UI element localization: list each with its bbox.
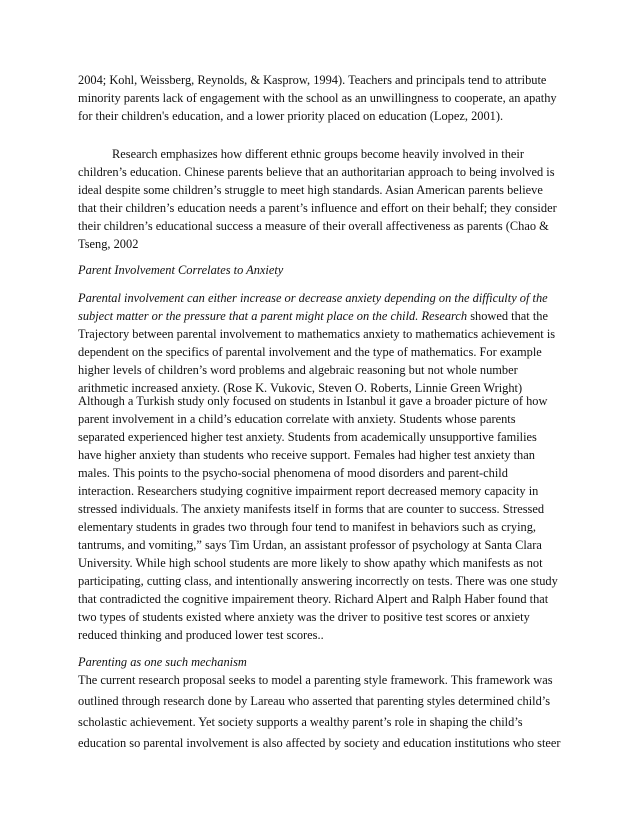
text-line: elementary students in grades two through four tend to manifest in behaviors such as crying, — [78, 520, 536, 534]
text-line: that their children’s education needs a parent’s influence and effort on their behalf; they consider — [78, 201, 557, 215]
text-line: their children’s educational success a measure of their overall affectiveness as parents (Chao & — [78, 219, 549, 233]
text-line: ideal despite some children’s struggle to meet high standards. Asian American parents believe — [78, 183, 543, 197]
text-line: minority parents lack of engagement with the school as an unwillingness to cooperate, an apathy — [78, 91, 557, 105]
text-line: have higher anxiety than students who receive support. Females had higher test anxiety than — [78, 448, 535, 462]
text-line: separated experienced higher test anxiety. Students from academically unsupportive families — [78, 430, 537, 444]
text-line: arithmetic increased anxiety. (Rose K. Vukovic, Steven O. Roberts, Linnie Green Wright) — [78, 381, 523, 395]
text-line: participating, cutting class, and intentionally answering incorrectly on tests. There was one study — [78, 574, 558, 588]
text-line: Trajectory between parental involvement to mathematics anxiety to mathematics achievement is — [78, 327, 556, 341]
text-line — [78, 308, 548, 324]
text-line: for their children's education, and a lower priority placed on education (Lopez, 2001). — [78, 109, 504, 123]
text-line: that contradicted the cognitive impairement theory. Richard Alpert and Ralph Haber found that — [78, 592, 549, 606]
text-line: parent involvement in a child’s education correlate with anxiety. Students whose parents — [78, 412, 516, 426]
text-line: males. This points to the psycho-social phenomena of mood disorders and parent-child — [78, 466, 508, 480]
text-line: Research emphasizes how different ethnic groups become heavily involved in their — [112, 147, 524, 161]
text-line: Parental involvement can either increase or decrease anxiety depending on the difficulty of the — [78, 291, 548, 305]
text-line: dependent on the specifics of parental involvement and the type of mathematics. For example — [78, 345, 542, 359]
text-line: reduced thinking and produced lower test scores.. — [78, 628, 324, 642]
text-line: two types of students existed where anxiety was the driver to positive test scores or anxiety — [78, 610, 530, 624]
italic-span: subject matter or the pressure that a parent might place on the child. Research — [78, 309, 468, 323]
text-line: 2004; Kohl, Weissberg, Reynolds, & Kasprow, 1994). Teachers and principals tend to attribute — [78, 73, 547, 87]
section-heading-anxiety: Parent Involvement Correlates to Anxiety — [78, 263, 284, 277]
text-line: tantrums, and vomiting,” says Tim Urdan, an assistant professor of psychology at Santa Clara — [78, 538, 542, 552]
text-line: Although a Turkish study only focused on students in Istanbul it gave a broader picture of how — [78, 394, 548, 408]
text-line: interaction. Researchers studying cognitive impairment report decreased memory capacity in — [78, 484, 539, 498]
text-line: higher levels of children’s word problems and algebraic reasoning but not whole number — [78, 363, 518, 377]
text-line: scholastic achievement. Yet society supports a wealthy parent’s role in shaping the child’s — [78, 715, 523, 729]
text-line: University. While high school students are more likely to show apathy which manifests as not — [78, 556, 543, 570]
text-line: The current research proposal seeks to model a parenting style framework. This framework was — [78, 673, 553, 687]
text-line: Tseng, 2002 — [78, 237, 139, 251]
text-line: outlined through research done by Lareau who asserted that parenting styles determined child’s — [78, 694, 551, 708]
text-line: children’s education. Chinese parents believe that an authoritarian approach to being involved is — [78, 165, 555, 179]
regular-span: showed that the — [467, 309, 548, 323]
section-heading-parenting: Parenting as one such mechanism — [78, 655, 247, 669]
text-line: stressed individuals. The anxiety manifests itself in forms that are counter to success. Stressed — [78, 502, 545, 516]
text-line: education so parental involvement is also affected by society and education institutions who steer — [78, 736, 561, 750]
